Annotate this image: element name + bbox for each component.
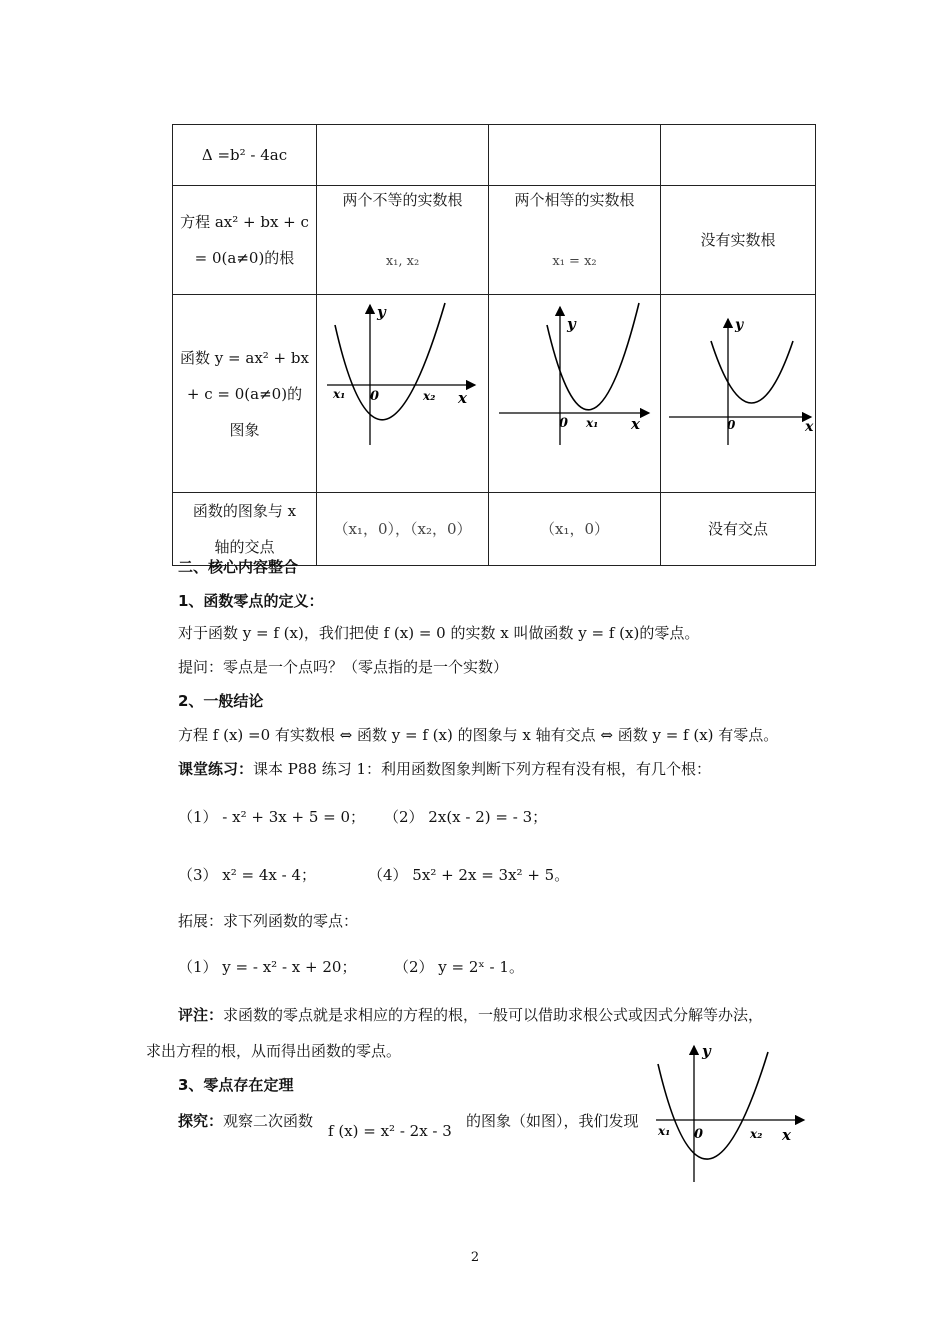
exercise-text: 课本 P88 练习 1：利用函数图象判断下列方程有没有根，有几个根： xyxy=(253,760,712,778)
exercise-3: （3） x² = 4x - 4； xyxy=(178,866,317,884)
parabola-graph-example xyxy=(652,1040,812,1190)
extension-text: 拓展：求下列函数的零点： xyxy=(178,912,359,930)
exercise-line xyxy=(178,758,711,779)
explore-function: f (x) = x² - 2x - 3 xyxy=(328,1122,452,1140)
theorem-heading: 3、零点存在定理 xyxy=(178,1076,294,1094)
note-text-2: 求出方程的根，从而得出函数的零点。 xyxy=(146,1042,402,1060)
note-line xyxy=(178,1004,763,1025)
note-label: 评注： xyxy=(178,1006,224,1024)
root-x1-label: x₁ xyxy=(658,1124,671,1138)
axis-y-label: y xyxy=(377,303,386,321)
origin-label: 0 xyxy=(727,418,736,432)
no-real-roots: 没有实数根 xyxy=(661,186,816,295)
section-heading: 二、核心内容整合 xyxy=(178,558,299,576)
root-x1-label: x₁ xyxy=(586,416,599,430)
extension-1: （1） y = - x² - x + 20； xyxy=(178,958,357,976)
general-heading: 2、一般结论 xyxy=(178,692,264,710)
explore-label: 探究： xyxy=(178,1112,224,1130)
two-equal-roots: 两个相等的实数根 xyxy=(514,191,635,209)
extension-2: （2） y = 2ˣ - 1。 xyxy=(394,958,524,976)
question-text: 提问：零点是一个点吗？（零点指的是一个实数） xyxy=(178,658,509,676)
intersection-label: 函数的图象与 x 轴的交点 xyxy=(173,493,317,566)
axis-x-label: x xyxy=(458,389,467,407)
definition-heading: 1、函数零点的定义： xyxy=(178,592,324,610)
axis-x-label: x xyxy=(805,419,814,435)
root-x1-label: x₁ xyxy=(333,387,346,401)
no-intersection: 没有交点 xyxy=(661,493,816,566)
intersection-one: （x₁，0） xyxy=(489,493,661,566)
parabola-graph-one-root xyxy=(489,295,661,479)
two-distinct-roots: 两个不等的实数根 xyxy=(342,191,463,209)
page-number: 2 xyxy=(470,1250,480,1265)
root-x2-label: x₂ xyxy=(750,1127,763,1141)
explore-text-1: 观察二次函数 xyxy=(223,1112,314,1130)
general-conclusion: 方程 f (x) =0 有实数根 ⇔ 函数 y = f (x) 的图象与 x 轴有交点 ⇔ 函数 y = f (x) 有零点。 xyxy=(178,726,779,744)
origin-label: 0 xyxy=(694,1127,704,1142)
axis-y-label: y xyxy=(702,1042,711,1060)
exercise-4: （4） 5x² + 2x = 3x² + 5。 xyxy=(368,866,570,884)
roots-x1-x2: x₁, x₂ xyxy=(385,254,420,269)
exercise-2: （2） 2x(x - 2) = - 3； xyxy=(384,808,548,826)
exercise-label: 课堂练习： xyxy=(178,760,254,778)
intersections-two: （x₁，0），（x₂，0） xyxy=(317,493,489,566)
note-text-1: 求函数的零点就是求相应的方程的根，一般可以借助求根公式或因式分解等办法， xyxy=(223,1006,764,1024)
axis-y-label: y xyxy=(567,315,576,333)
explore-line xyxy=(178,1110,313,1131)
delta-cell xyxy=(173,125,317,186)
delta-formula: Δ =b² - 4ac xyxy=(201,146,288,164)
graph-label: 函数 y = ax² + bx + c = 0(a≠0)的 图象 xyxy=(173,295,317,493)
exercise-1: （1） - x² + 3x + 5 = 0； xyxy=(178,808,366,826)
explore-text-2: 的图象（如图），我们发现 xyxy=(466,1112,639,1130)
roots-equal: x₁ = x₂ xyxy=(552,254,597,269)
root-x2-label: x₂ xyxy=(423,389,436,403)
parabola-graph-no-root xyxy=(661,295,816,479)
axis-y-label: y xyxy=(735,317,744,333)
axis-x-label: x xyxy=(782,1126,791,1144)
origin-label: 0 xyxy=(370,389,380,404)
definition-text: 对于函数 y = f (x)，我们把使 f (x) = 0 的实数 x 叫做函数 y = f (x)的零点。 xyxy=(178,624,700,642)
parabola-graph-two-roots xyxy=(317,295,489,479)
equation-roots-label: 方程 ax² + bx + c = 0(a≠0)的根 xyxy=(173,186,317,295)
axis-x-label: x xyxy=(631,415,640,433)
discriminant-table xyxy=(172,124,816,566)
origin-label: 0 xyxy=(559,416,569,431)
